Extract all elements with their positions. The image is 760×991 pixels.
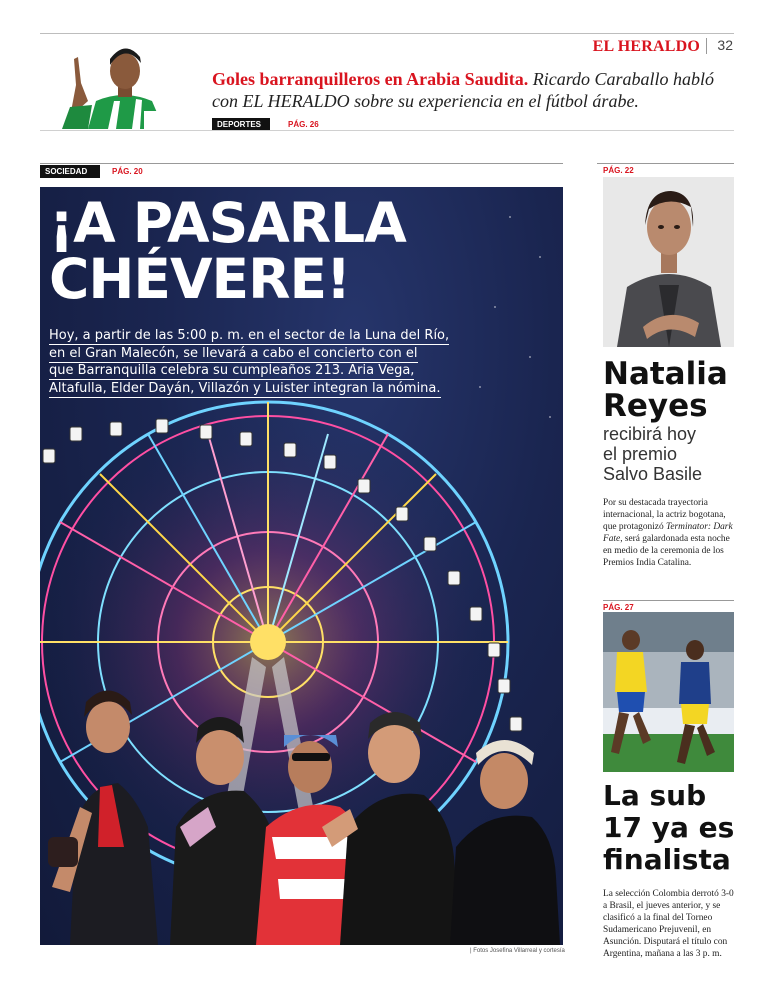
hero-title-line2: CHÉVERE! <box>49 247 351 311</box>
teaser-section-label[interactable]: DEPORTES <box>212 118 270 131</box>
page-number: 32 <box>717 37 733 53</box>
hero-lead-paragraph <box>49 327 457 397</box>
photo-credit: | Fotos Josefina Villarreal y cortesía <box>470 948 565 954</box>
main-section-label[interactable]: SOCIEDAD <box>40 165 100 178</box>
teaser-headline-bold: Goles barranquilleros en Arabia Saudita. <box>212 69 529 89</box>
natalia-body-after: , será galardonada esta noche en medio de la ceremonia de los Premios India Catalina. <box>603 534 730 568</box>
hero-feature[interactable] <box>40 187 563 945</box>
natalia-subtitle-line: Salvo Basile <box>603 464 703 484</box>
brand-separator <box>706 38 707 54</box>
sub17-heading[interactable] <box>603 780 743 876</box>
main-section-rule <box>40 163 563 164</box>
natalia-subtitle <box>603 424 743 484</box>
sub17-title-line: finalista <box>603 843 731 876</box>
football-match-photo[interactable] <box>603 612 734 772</box>
sidebar-bottom-rule <box>603 600 734 601</box>
natalia-body-text <box>603 497 734 569</box>
natalia-subtitle-line: el premio <box>603 444 678 464</box>
hero-title-line1: ¡A PASARLA <box>49 191 406 255</box>
natalia-name-line1: Natalia <box>603 356 728 392</box>
sidebar-top-rule <box>597 163 734 164</box>
top-rule <box>40 33 734 34</box>
sub17-title-line: 17 ya es <box>603 811 735 844</box>
main-page-ref: PÁG. 20 <box>112 167 143 176</box>
natalia-subtitle-line: recibirá hoy <box>603 424 697 444</box>
sidebar-bottom-page-ref: PÁG. 27 <box>603 603 634 612</box>
main-section-tag <box>40 165 143 178</box>
hero-lead-line: Hoy, a partir de las 5:00 p. m. en el sector de la Luna del Río, <box>49 328 450 343</box>
natalia-name-heading[interactable] <box>603 358 743 422</box>
sidebar-top-page-ref: PÁG. 22 <box>603 166 634 175</box>
natalia-name-line2: Reyes <box>603 388 708 424</box>
natalia-body-film-title: Terminator: Dark Fate <box>603 522 733 544</box>
teaser-rule <box>40 130 734 131</box>
teaser-headline-rest: Ricardo Caraballo habló con EL HERALDO sobre su experiencia en el fútbol árabe. <box>212 69 715 111</box>
newspaper-logo[interactable]: EL HERALDO <box>592 38 700 55</box>
teaser-headline[interactable] <box>212 68 732 112</box>
teaser-page-ref: PÁG. 26 <box>288 120 319 129</box>
hero-lead-line: en el Gran Malecón, se llevará a cabo el concierto con el <box>49 345 418 361</box>
teaser-player-photo[interactable] <box>48 37 198 129</box>
hero-lead-line: que Barranquilla celebra su cumpleaños 213. Aria Vega, <box>49 363 415 378</box>
hero-title <box>49 191 406 311</box>
natalia-reyes-photo[interactable] <box>603 177 734 347</box>
sub17-title-line: La sub <box>603 779 707 812</box>
natalia-body-before: Por su destacada trayectoria internacional, la actriz bogotana, que protagonizó <box>603 498 726 532</box>
hero-lead-line: Altafulla, Elder Dayán, Villazón y Luister integran la nómina. <box>49 380 441 396</box>
sub17-body-text: La selección Colombia derrotó 3-0 a Brasil, el jueves anterior, y se clasificó a la final del Torneo Sudamericano Prejuvenil, en Asunción. Disputará el título con Argentina, mañana a las 3 p. m. <box>603 889 734 959</box>
